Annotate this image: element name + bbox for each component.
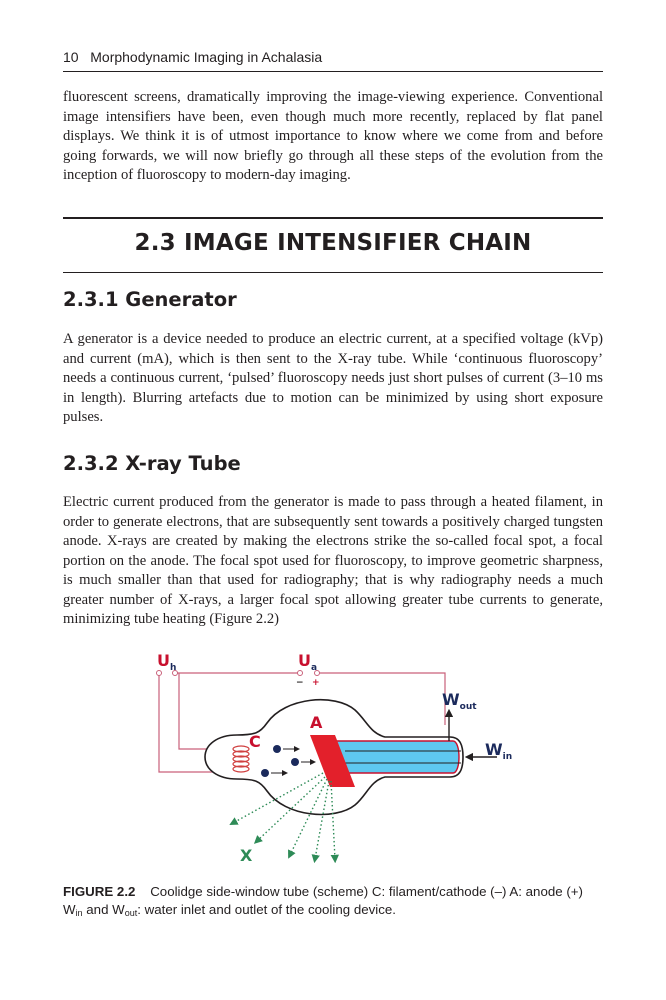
caption-sub-out: out <box>124 908 138 918</box>
label-uh: $U_h$ <box>157 651 177 673</box>
label-cathode: C <box>249 732 261 751</box>
page-number: 10 <box>63 49 79 65</box>
subsection-generator-title: 2.3.1 Generator <box>63 288 237 311</box>
section-bottom-rule <box>63 272 603 273</box>
caption-text-1: Coolidge side-window tube (scheme) C: filament/cathode (–) A: anode (+) W <box>63 884 583 917</box>
caption-text-2: and W <box>86 902 125 917</box>
label-ua: $U_a$ <box>298 651 318 673</box>
label-plus: + <box>312 678 320 688</box>
running-title: Morphodynamic Imaging in Achalasia <box>90 49 323 65</box>
caption-label: FIGURE 2.2 <box>63 884 136 899</box>
figure-caption <box>63 883 603 922</box>
label-wout: $W_{out}$ <box>442 690 477 712</box>
label-minus: − <box>296 678 304 688</box>
intro-paragraph: fluorescent screens, dramatically improving the image-viewing experience. Conventional image intensifiers have been, even though much more recently, replaced by flat panel displays. We think it is of utmost importance to know where we come from and before going forwards, we will now briefly go through all these steps of the evolution from the inception of fluoroscopy to modern-day imaging. <box>63 89 603 183</box>
header-rule <box>63 71 603 72</box>
section-title: 2.3 IMAGE INTENSIFIER CHAIN <box>134 230 532 256</box>
caption-sub-in: in <box>75 908 83 918</box>
running-header <box>63 49 603 65</box>
label-anode: A <box>310 713 323 732</box>
generator-paragraph: A generator is a device needed to produce an electric current, at a specified voltage (kVp) and current (mA), which is then sent to the X-ray tube. While ‘continuous fluoroscopy’ needs a continuous current, ‘pulsed’ fluoroscopy needs just short pulses of current (3–10 ms in length). Blurring artefacts due to motion can be minimized by using short exposure pulses. <box>63 331 603 425</box>
label-xray: X <box>240 846 253 865</box>
section-top-rule <box>63 217 603 219</box>
coolidge-tube-diagram <box>145 645 525 870</box>
cooling-cylinder <box>335 741 459 773</box>
caption-text-3: : water inlet and outlet of the cooling device. <box>137 902 396 917</box>
xray-paragraph: Electric current produced from the generator is made to pass through a heated filament, in order to generate electrons, that are subsequently sent towards a positively charged tungsten anode. X-rays are created by making the electrons strike the so-called focal spot, a focal portion on the anode. The focal spot used for fluoroscopy, to improve geometric sharpness, is much smaller than that used for radiography; that is why radiography needs a much greater number of X-rays, a larger focal spot allowing greater tube currents to generate, minimizing tube heating (Figure 2.2) <box>63 494 603 627</box>
label-win: $W_{in}$ <box>485 740 513 762</box>
subsection-xray-title: 2.3.2 X-ray Tube <box>63 452 241 475</box>
